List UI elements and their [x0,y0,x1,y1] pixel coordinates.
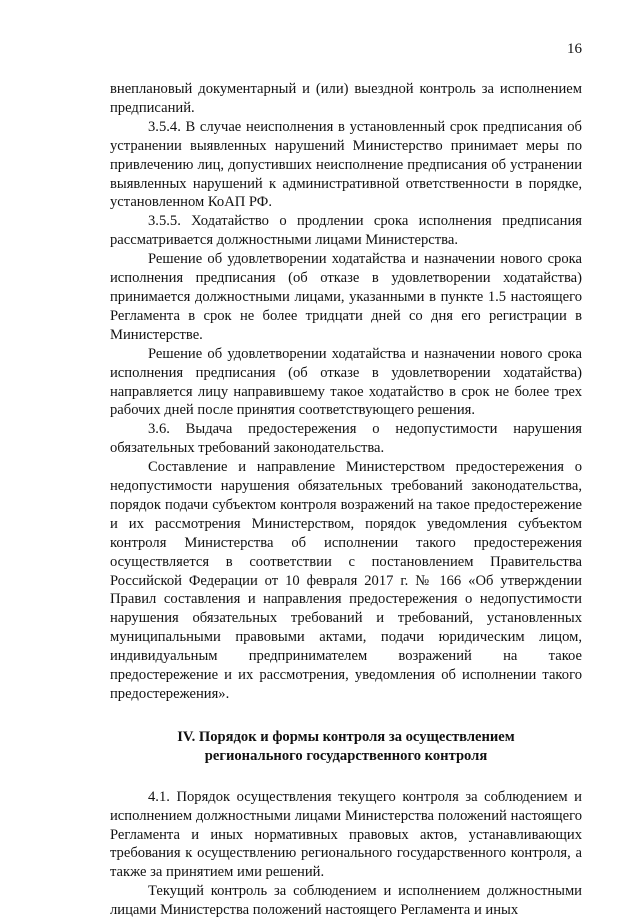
paragraph-warning-procedure: Составление и направление Министерством предостережения о недопустимости нарушения обязательных требований законодательства, порядок подачи субъектом контроля возражений на такое предостережение и их рассмотрения Министерством, порядок уведомления субъектом контроля Министерства об исполнении такого предостережения осуществляется в соответствии с постановлением Правительства Российской Федерации от 10 февраля 2017 г. № 166 «Об утверждении Правил составления и направления предостережения о недопустимости нарушения обязательных требований и требований, установленных муниципальными правовыми актами, подачи юридическим лицом, индивидуальным предпринимателем возражений на такое предостережение и их рассмотрения, уведомления об исполнении такого предостережения». [110,459,582,702]
paragraph-4-1: 4.1. Порядок осуществления текущего контроля за соблюдением и исполнением должностными лицами Министерства положений настоящего Регламента и иных нормативных правовых актов, устанавливающих требования к осуществлению регионального государственного контроля, а также за принятием ими решений. [110,788,582,881]
paragraph-3-6: 3.6. Выдача предостережения о недопустимости нарушения обязательных требований законодательства. [110,421,582,457]
document-body [110,80,582,920]
section-heading-line2: регионального государственного контроля [204,747,488,764]
paragraph-3-5-4: 3.5.4. В случае неисполнения в установленный срок предписания об устранении выявленных нарушений Министерство принимает меры по привлечению лиц, допустивших неисполнение предписания об устранении выявленных нарушений к административной ответственности в порядке, установленном КоАП РФ. [110,118,582,211]
section-heading [110,728,582,766]
paragraph-continuation: внеплановый документарный и (или) выездной контроль за исполнением предписаний. [110,81,582,116]
paragraph-3-5-5: 3.5.5. Ходатайство о продлении срока исполнения предписания рассматривается должностными лицами Министерства. [110,213,582,249]
section-heading-line1: IV. Порядок и формы контроля за осуществлением [177,728,515,745]
paragraph-current-control: Текущий контроль за соблюдением и исполнением должностными лицами Министерства положений настоящего Регламента и иных [110,883,582,919]
paragraph-decision-2: Решение об удовлетворении ходатайства и назначении нового срока исполнения предписания (об отказе в удовлетворении ходатайства) направляется лицу направившему такое ходатайство в срок не более трех рабочих дней после принятия соответствующего решения. [110,345,582,419]
page-number: 16 [567,41,582,57]
paragraph-decision-1: Решение об удовлетворении ходатайства и назначении нового срока исполнения предписания (об отказе в удовлетворении ходатайства) принимается должностными лицами, указанными в пункте 1.5 настоящего Регламента в срок не более тридцати дней со дня его регистрации в Министерстве. [110,251,582,343]
